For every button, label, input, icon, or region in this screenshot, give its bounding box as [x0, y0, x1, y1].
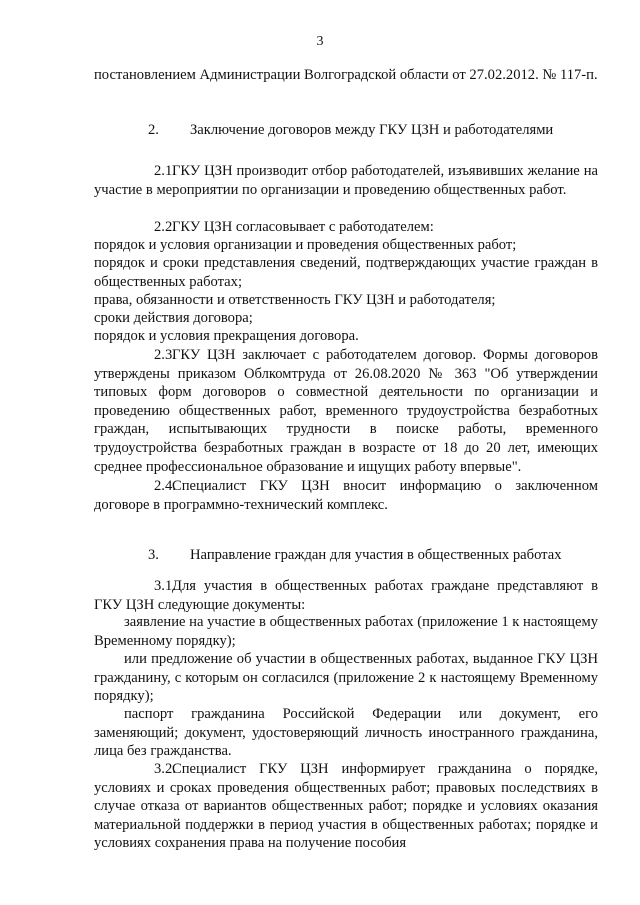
paragraph-2-3	[94, 346, 598, 476]
document-list-item: паспорт гражданина Российской Федерации или документ, его заменяющий; документ, удостоверяющий личность иностранного гражданина, лица без гражданства.	[94, 706, 598, 760]
paragraph-3-2	[94, 760, 598, 853]
agreement-list-item: порядок и сроки представления сведений, подтверждающих участие граждан в общественных работах;	[94, 255, 598, 290]
paragraph-2-2-number: 2.2.	[154, 219, 176, 235]
paragraph-2-4-text: Специалист ГКУ ЦЗН вносит информацию о заключенном договоре в программно-технический комплекс.	[94, 478, 598, 513]
agreement-list-item: порядок и условия организации и проведения общественных работ;	[94, 237, 517, 253]
section-3-number: 3.	[148, 547, 159, 563]
paragraph-2-4-number: 2.4.	[154, 478, 176, 494]
page-number: 3	[316, 34, 324, 49]
paragraph-2-3-text: ГКУ ЦЗН заключает с работодателем договор. Формы договоров утверждены приказом Облкомтруда от 26.08.2020 № 363 "Об утверждении типовых форм договоров о совместной деятельности по организации и проведению общественных работ, временного трудоустройства безработных граждан, испытывающих трудности в поиске работы, временного трудоустройства безработных граждан в возрасте от 18 до 20 лет, имеющих среднее профессиональное образование и ищущих работу впервые".	[94, 347, 598, 475]
document-list-item: или предложение об участии в общественных работах, выданное ГКУ ЦЗН гражданину, с которым он согласился (приложение 2 к настоящему Временному порядку);	[94, 651, 598, 705]
section-3-heading	[94, 546, 598, 565]
document-list-item: заявление на участие в общественных работах (приложение 1 к настоящему Временному порядку);	[94, 614, 598, 649]
paragraph-3-1-number: 3.1.	[154, 578, 176, 594]
section-2-number: 2.	[148, 122, 159, 138]
paragraph-2-1	[94, 162, 598, 199]
section-3-title: Направление граждан для участия в общественных работах	[190, 547, 562, 563]
agreement-list-item: права, обязанности и ответственность ГКУ ЦЗН и работодателя;	[94, 292, 496, 308]
paragraph-3-1	[94, 577, 598, 614]
paragraph-2-2-text: ГКУ ЦЗН согласовывает с работодателем:	[172, 219, 434, 235]
paragraph-2-2	[94, 218, 598, 237]
agreement-list-item: сроки действия договора;	[94, 310, 253, 326]
paragraph-2-4	[94, 477, 598, 514]
paragraph-3-2-text: Специалист ГКУ ЦЗН информирует гражданина о порядке, условиях и сроках проведения общественных работ; правовых последствиях в случае отказа от вариантов общественных работ; порядке и условиях оказания материальной поддержки в период участия в общественных работах; порядке и условиях сохранения права на получение пособия	[94, 761, 598, 852]
section-2-title: Заключение договоров между ГКУ ЦЗН и работодателями	[190, 122, 554, 138]
paragraph-2-1-number: 2.1.	[154, 163, 176, 179]
paragraph-3-1-text: Для участия в общественных работах граждане представляют в ГКУ ЦЗН следующие документы:	[94, 578, 598, 613]
paragraph-2-3-number: 2.3.	[154, 347, 176, 363]
paragraph-3-2-number: 3.2.	[154, 761, 176, 777]
agreement-list-item: порядок и условия прекращения договора.	[94, 328, 359, 344]
intro-paragraph: постановлением Администрации Волгоградской области от 27.02.2012. № 117-п.	[94, 67, 598, 83]
section-2-heading	[94, 121, 598, 140]
paragraph-2-1-text: ГКУ ЦЗН производит отбор работодателей, изъявивших желание на участие в мероприятии по организации и проведению общественных работ.	[94, 163, 598, 198]
